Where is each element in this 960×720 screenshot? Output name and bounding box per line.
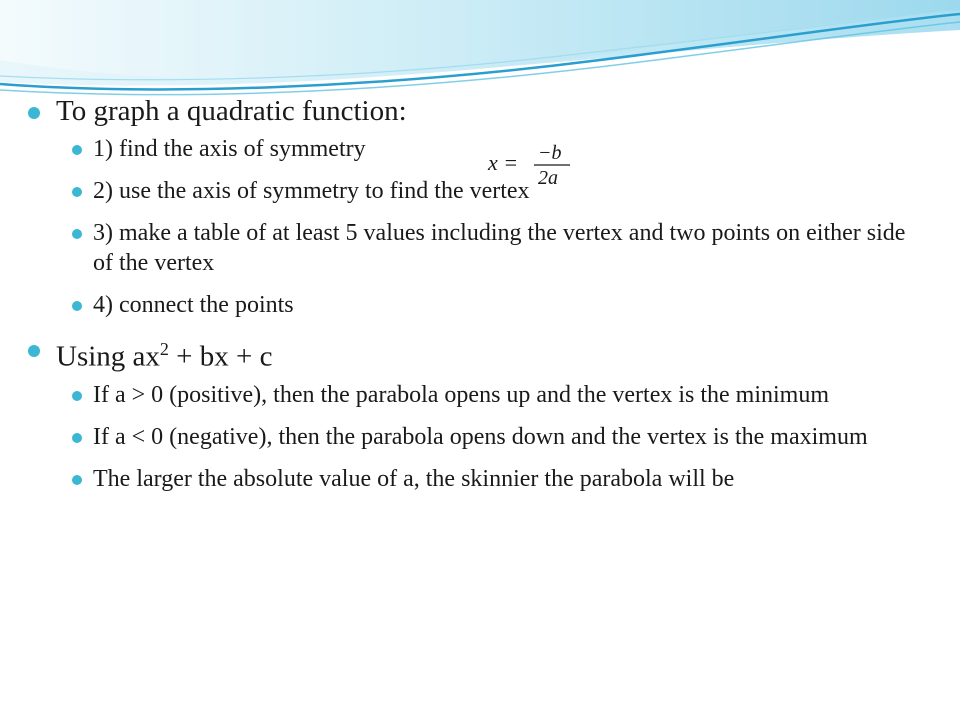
bullet-dot <box>72 229 82 239</box>
heading-bullet-graph <box>28 94 928 128</box>
formula-denominator: 2a <box>538 167 558 186</box>
note-text: The larger the absolute value of a, the skinnier the parabola will be <box>93 465 735 492</box>
bullet-dot <box>72 391 82 401</box>
step-item <box>28 290 928 320</box>
bullet-dot <box>72 301 82 311</box>
note-text: If a < 0 (negative), then the parabola opens down and the vertex is the maximum <box>93 423 868 450</box>
step-item <box>28 134 928 164</box>
section2-heading-prefix: Using ax <box>56 340 160 373</box>
step-text: 3) make a table of at least 5 values including the vertex and two points on either side of the vertex <box>93 220 906 276</box>
formula-lhs: x = <box>488 150 519 175</box>
step-text: 1) find the axis of symmetry <box>93 136 366 162</box>
step-text: 2) use the axis of symmetry to find the vertex <box>93 178 530 204</box>
section2-heading-exponent: 2 <box>159 339 169 359</box>
step-item <box>28 176 928 206</box>
note-text: If a > 0 (positive), then the parabola opens up and the vertex is the minimum <box>93 381 830 408</box>
formula-numerator: −b <box>538 142 562 164</box>
bullet-dot <box>72 475 82 485</box>
heading-bullet-using <box>28 332 928 374</box>
note-item <box>28 422 928 452</box>
bullet-dot <box>72 145 82 155</box>
axis-of-symmetry-formula <box>486 142 586 186</box>
content-list <box>28 94 928 506</box>
bullet-dot <box>28 345 40 357</box>
bullet-dot <box>72 187 82 197</box>
note-item <box>28 464 928 494</box>
note-item <box>28 380 928 410</box>
bullet-dot <box>28 107 40 119</box>
step-item <box>28 218 928 278</box>
section2-heading-suffix: + bx + c <box>168 340 273 373</box>
bullet-dot <box>72 433 82 443</box>
step-text: 4) connect the points <box>93 292 294 318</box>
section1-heading: To graph a quadratic function: <box>56 95 407 127</box>
